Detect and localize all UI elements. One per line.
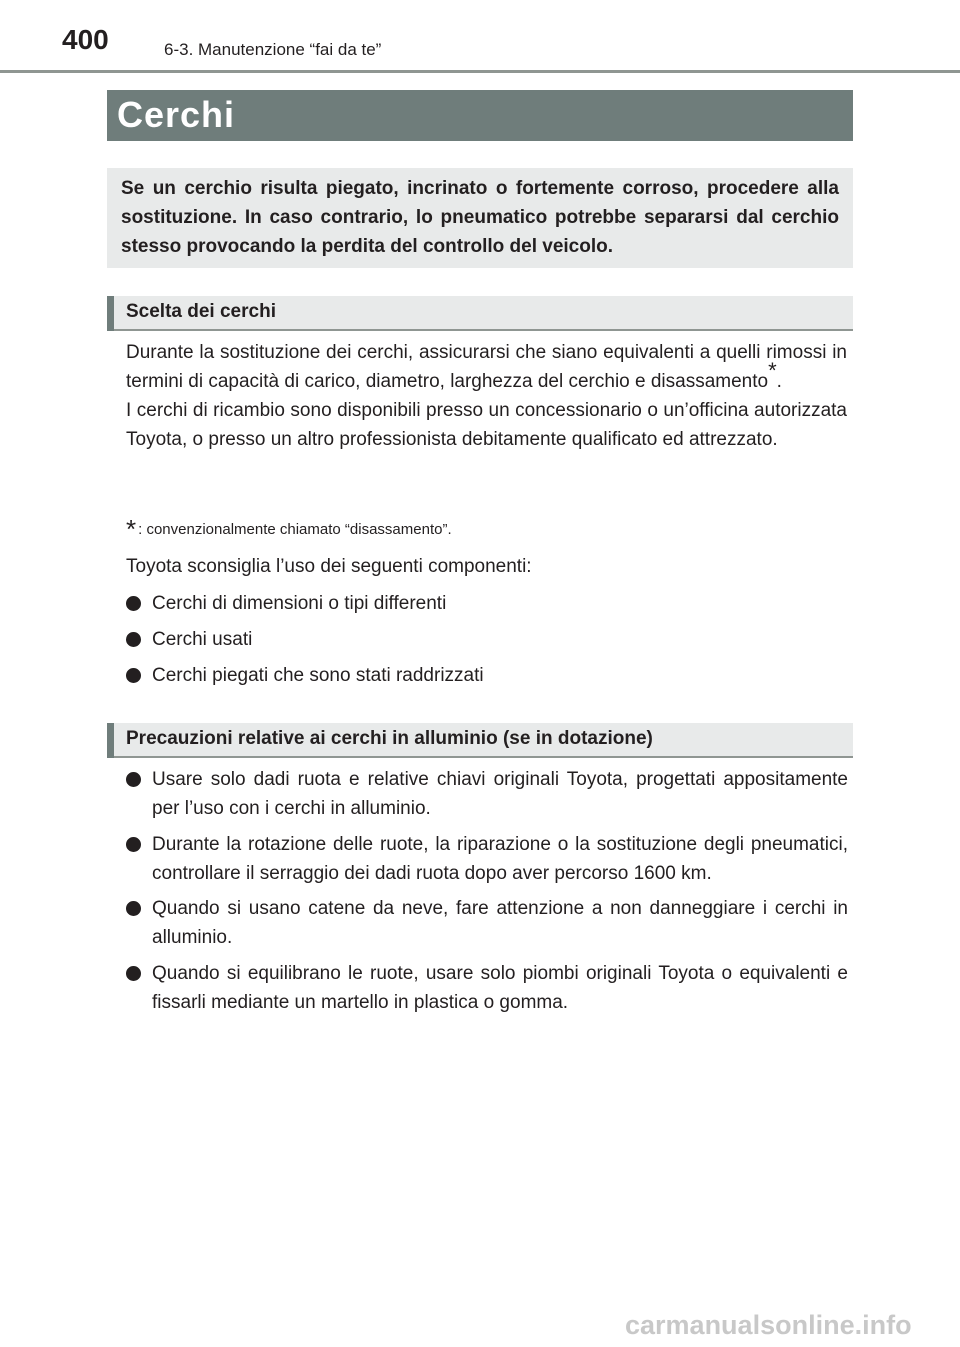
page-number: 400 — [62, 24, 109, 55]
list-item: Cerchi piegati che sono stati raddrizzati — [126, 661, 848, 690]
section1-body — [126, 338, 847, 454]
page-header — [0, 0, 960, 76]
paragraph: Durante la sostituzione dei cerchi, assicurarsi che siano equivalenti a quelli rimossi in termini di capacità di carico, diametro, larghezza del cerchio e disassamento*. — [126, 342, 847, 392]
footnote-asterisk: * — [126, 514, 137, 544]
title-band — [107, 90, 853, 141]
list-item: Durante la rotazione delle ruote, la riparazione o la sostituzione degli pneumatici, controllare il serraggio dei dadi ruota dopo aver percorso 1600 km. — [126, 830, 848, 888]
section-label: 6-3. Manutenzione “fai da te” — [164, 40, 382, 59]
bullet-icon — [126, 901, 141, 916]
subheading-text: Scelta dei cerchi — [126, 301, 276, 322]
lead-text: Toyota sconsiglia l’uso dei seguenti componenti: — [126, 556, 532, 577]
list-item: Quando si equilibrano le ruote, usare solo piombi originali Toyota o equivalenti e fissarli mediante un martello in plastica o gomma. — [126, 959, 848, 1017]
bullet-icon — [126, 596, 141, 611]
warning-box — [107, 168, 853, 268]
list-item: Cerchi usati — [126, 625, 848, 654]
bullet-icon — [126, 837, 141, 852]
list-item: Usare solo dadi ruota e relative chiavi originali Toyota, progettati appositamente per l’uso con i cerchi in alluminio. — [126, 765, 848, 823]
subheading-text: Precauzioni relative ai cerchi in alluminio (se in dotazione) — [126, 728, 653, 749]
header-rule — [0, 70, 960, 73]
list-item: Cerchi di dimensioni o tipi differenti — [126, 589, 848, 618]
warning-text: Se un cerchio risulta piegato, incrinato o fortemente corroso, procedere alla sostituzione. In caso contrario, lo pneumatico potrebbe separarsi dal cerchio stesso provocando la perdita del controllo del veicolo. — [121, 178, 839, 257]
subheading-wheel-choice — [107, 296, 853, 331]
bullet-icon — [126, 668, 141, 683]
watermark: carmanualsonline.info — [625, 1310, 912, 1340]
bullet-icon — [126, 966, 141, 981]
bullet-icon — [126, 632, 141, 647]
footnote — [126, 514, 452, 545]
footnote-text: : convenzionalmente chiamato “disassamento”. — [138, 521, 452, 538]
list-item: Quando si usano catene da neve, fare attenzione a non danneggiare i cerchi in alluminio. — [126, 894, 848, 952]
page-title: Cerchi — [117, 94, 236, 135]
paragraph: I cerchi di ricambio sono disponibili presso un concessionario o un’officina autorizzata Toyota, o presso un altro professionista debitamente qualificato ed attrezzato. — [126, 400, 847, 450]
subheading-alloy-precautions — [107, 723, 853, 758]
asterisk: * — [768, 357, 777, 383]
bullet-icon — [126, 772, 141, 787]
